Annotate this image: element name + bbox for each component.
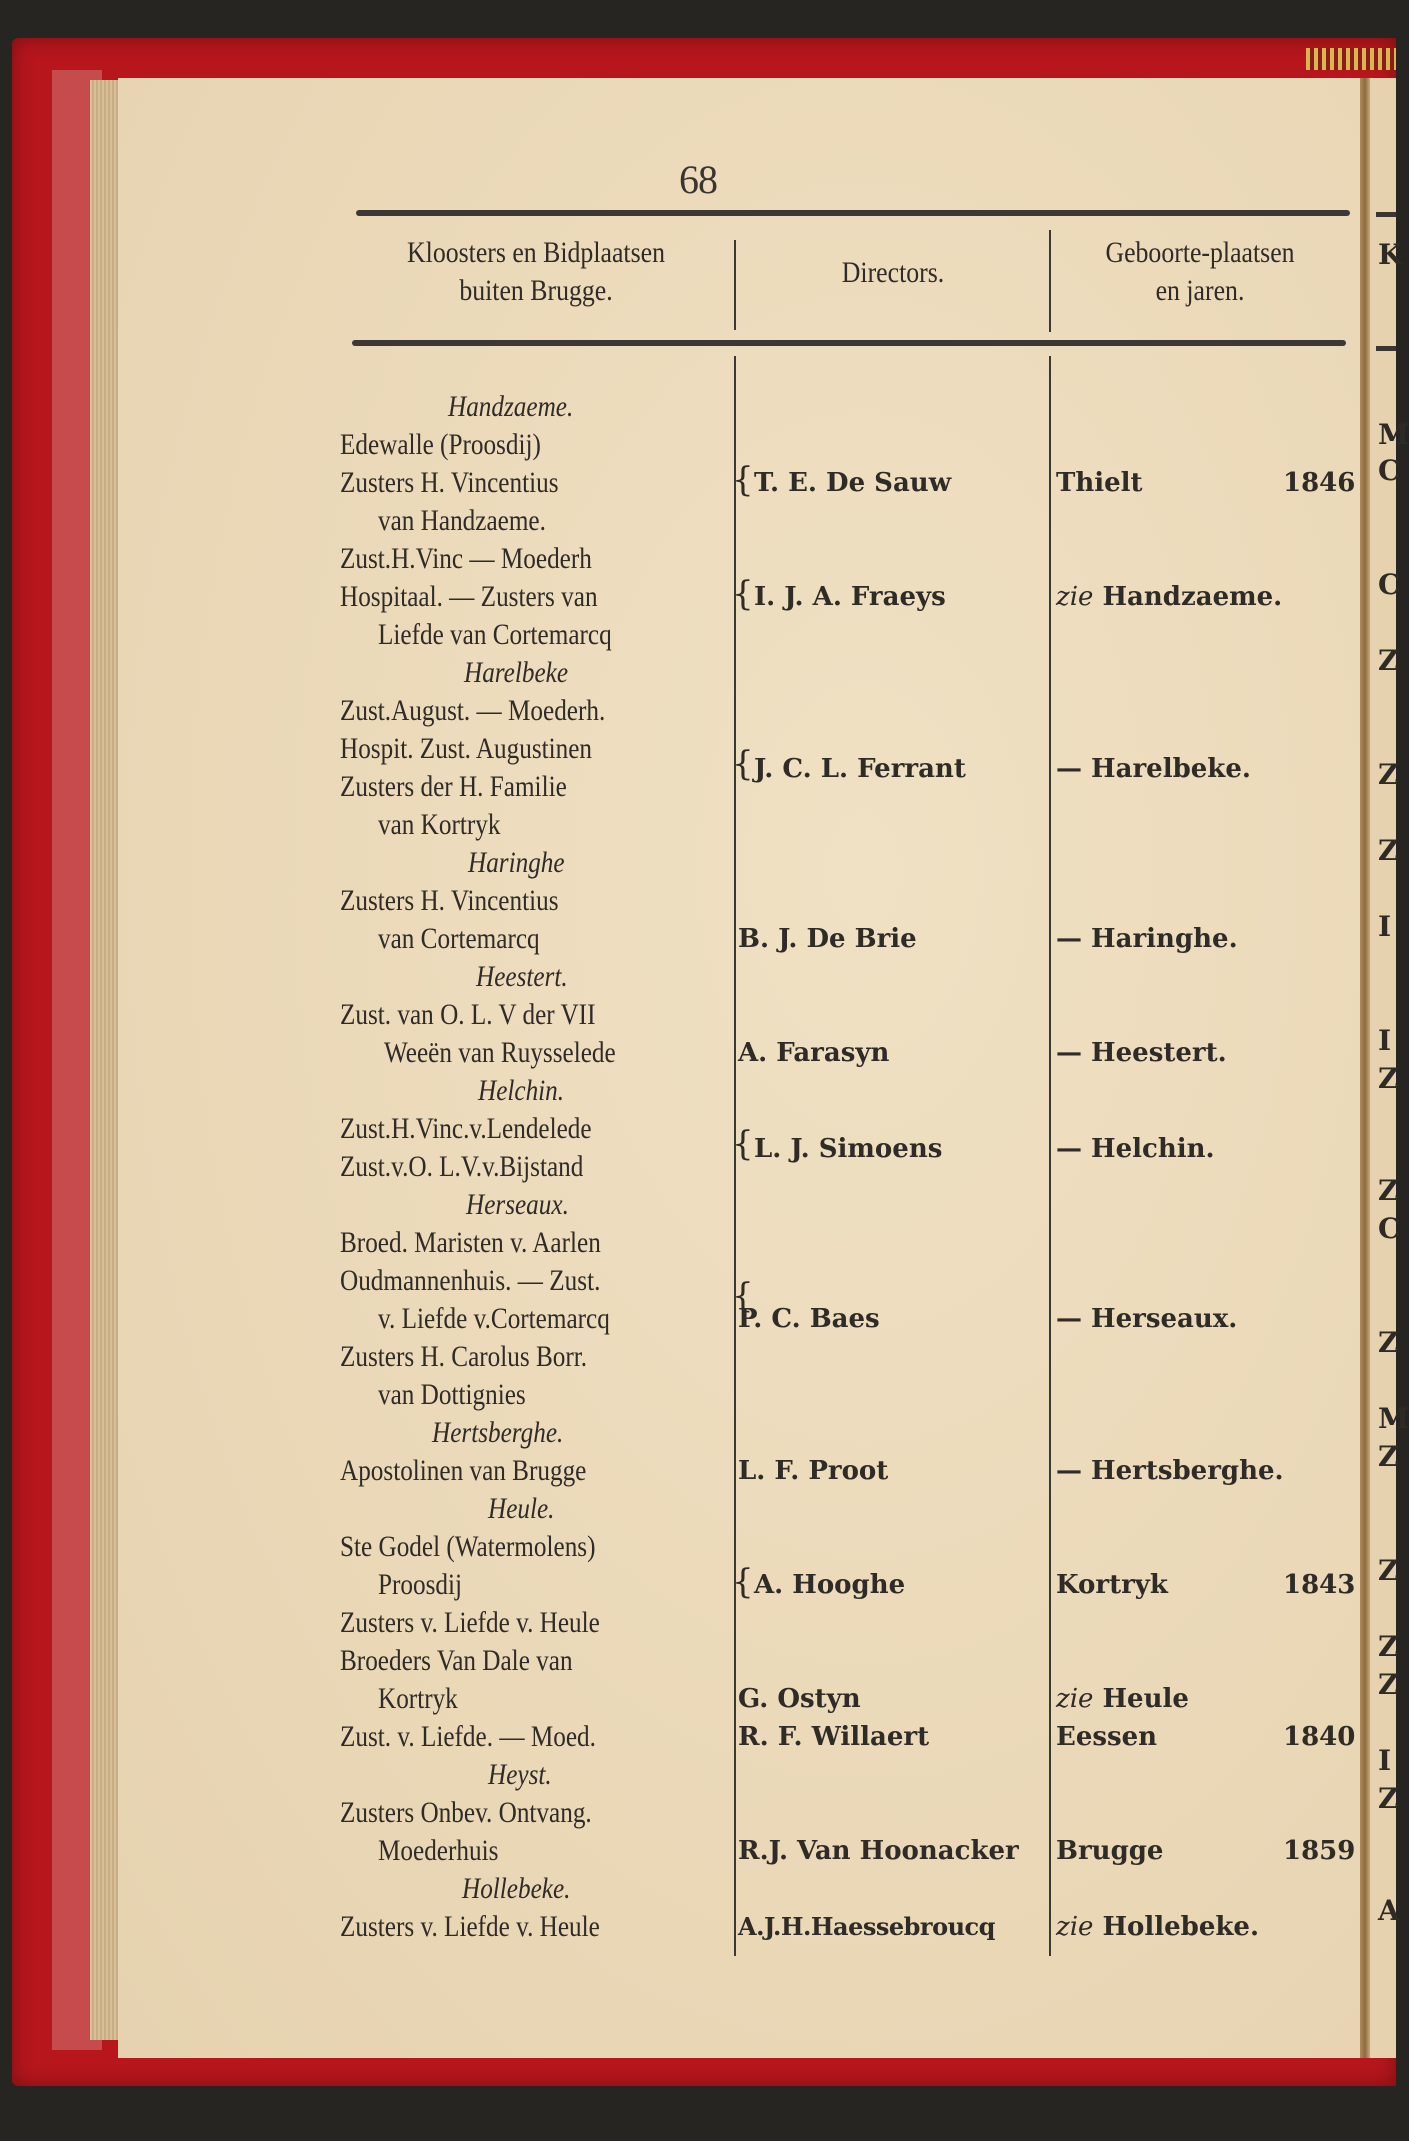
header-col3 [1071, 234, 1329, 310]
birthplace-ref [1056, 1680, 1189, 1718]
establishment-line: Zusters der H. Familie [340, 770, 567, 803]
section-heading: Haringhe [468, 846, 565, 879]
brace-symbol: { [732, 1276, 754, 1316]
birthplace: — Haringhe. [1056, 924, 1238, 954]
next-page-fragment: A [1378, 1894, 1400, 1927]
section-heading: Hollebeke. [462, 1872, 571, 1905]
see-reference: zie [1056, 1684, 1094, 1714]
birthplace: — Hertsberghe. [1056, 1456, 1284, 1486]
header-col1 [364, 234, 708, 310]
header-col3-line2: en jaren. [1155, 274, 1245, 307]
section-heading: Hertsberghe. [432, 1416, 564, 1449]
next-page-fragment: C [1378, 568, 1401, 601]
director-name: A. Hooghe [754, 1570, 906, 1600]
section-heading: Helchin. [478, 1074, 565, 1107]
birthplace: — Helchin. [1056, 1134, 1215, 1164]
director-name: A.J.H.Haessebroucq [738, 1912, 995, 1941]
birthplace: Handzaeme. [1102, 582, 1283, 612]
brace-symbol: { [732, 744, 754, 784]
establishment-line: Broeders Van Dale van [340, 1644, 573, 1677]
establishment-line: Zust. van O. L. V der VII [340, 998, 596, 1031]
establishment-line: Ste Godel (Watermolens) [340, 1530, 596, 1563]
next-page-fragment: Z [1378, 834, 1399, 867]
director-name: B. J. De Brie [738, 924, 917, 954]
next-page-fragment: Z [1378, 1174, 1399, 1207]
director-name: J. C. L. Ferrant [754, 754, 966, 784]
birth-year: 1840 [1283, 1722, 1356, 1752]
birthplace-ref [1056, 1908, 1259, 1946]
birthplace: Thielt [1056, 468, 1143, 498]
establishment-line: Apostolinen van Brugge [340, 1454, 587, 1487]
director-name: P. C. Baes [738, 1304, 880, 1334]
birth-year: 1846 [1283, 468, 1356, 498]
section-heading: Herseaux. [466, 1188, 569, 1221]
birthplace: Kortryk [1056, 1570, 1168, 1600]
see-reference: zie [1056, 582, 1094, 612]
next-page-fragment: Z [1378, 1440, 1399, 1473]
headband [1306, 48, 1396, 70]
header-col1-line2: buiten Brugge. [459, 274, 613, 307]
next-page-fragment: Z [1378, 1630, 1399, 1663]
brace-symbol: { [732, 574, 754, 614]
establishment-line: Hospitaal. — Zusters van [340, 580, 598, 613]
birthplace: — Harelbeke. [1056, 754, 1251, 784]
header-bottom-rule [352, 340, 1346, 346]
birthplace-ref [1056, 578, 1282, 616]
establishment-line: Zusters H. Carolus Borr. [340, 1340, 588, 1373]
establishment-line: Zusters H. Vincentius [340, 884, 559, 917]
brace-symbol: { [732, 1124, 754, 1164]
birthplace: Brugge [1056, 1836, 1164, 1866]
director-name: L. J. Simoens [754, 1134, 943, 1164]
establishment-line: Proosdij [378, 1568, 463, 1601]
birth-year: 1859 [1283, 1836, 1356, 1866]
establishment-line: Moederhuis [378, 1834, 499, 1867]
header-col2: Directors. [841, 256, 945, 289]
establishment-line: Zusters Onbev. Ontvang. [340, 1796, 592, 1829]
brace-symbol: { [732, 1562, 754, 1602]
establishment-line: van Kortryk [378, 808, 501, 841]
next-page-fragment: M [1378, 1402, 1409, 1435]
establishment-line: Hospit. Zust. Augustinen [340, 732, 593, 765]
director-name: A. Farasyn [738, 1038, 890, 1068]
establishment-line: van Cortemarcq [378, 922, 540, 955]
establishment-line: Liefde van Cortemarcq [378, 618, 612, 651]
establishment-line: Edewalle (Proosdij) [340, 428, 541, 461]
next-page-fragment: I [1378, 1744, 1392, 1777]
next-page-fragment: C [1378, 1212, 1401, 1245]
see-reference: zie [1056, 1912, 1094, 1942]
establishment-line: Oudmannenhuis. — Zust. [340, 1264, 601, 1297]
section-heading: Harelbeke [464, 656, 569, 689]
birthplace: — Herseaux. [1056, 1304, 1238, 1334]
director-name: T. E. De Sauw [754, 468, 952, 498]
establishment-line: Zust.H.Vinc.v.Lendelede [340, 1112, 592, 1145]
establishment-line: van Handzaeme. [378, 504, 546, 537]
header-col1-line1: Kloosters en Bidplaatsen [407, 236, 665, 269]
next-page-fragment: I [1378, 1024, 1392, 1057]
next-page-fragment: M [1378, 418, 1409, 451]
establishment-line: Zust. v. Liefde. — Moed. [340, 1720, 596, 1753]
birthplace: Heule [1102, 1684, 1189, 1714]
establishment-line: Zust.v.O. L.V.v.Bijstand [340, 1150, 584, 1183]
next-page-fragment: Z [1378, 1554, 1399, 1587]
header-divider-2 [1049, 230, 1051, 332]
director-name: I. J. A. Fraeys [754, 582, 946, 612]
next-page-fragment: Z [1378, 644, 1399, 677]
page-number: 68 [679, 157, 717, 202]
header-divider-1 [734, 240, 736, 330]
header-col3-line1: Geboorte-plaatsen [1105, 236, 1295, 269]
next-page-fragment: Z [1378, 1668, 1399, 1701]
next-page-rule [1376, 346, 1396, 351]
next-page-fragment: Z [1378, 1062, 1399, 1095]
header-top-rule [356, 210, 1350, 216]
establishment-line: Zusters v. Liefde v. Heule [340, 1910, 600, 1943]
brace-symbol: { [732, 460, 754, 500]
director-name: R.J. Van Hoonacker [738, 1836, 1019, 1866]
section-heading: Heule. [488, 1492, 555, 1525]
column-divider-2 [1049, 356, 1051, 1956]
establishment-line: v. Liefde v.Cortemarcq [378, 1302, 610, 1335]
director-name: G. Ostyn [738, 1684, 861, 1714]
section-heading: Heyst. [488, 1758, 552, 1791]
director-name: R. F. Willaert [738, 1722, 930, 1752]
section-heading: Handzaeme. [448, 390, 574, 423]
establishment-line: Zusters H. Vincentius [340, 466, 559, 499]
next-page-fragment: I [1378, 910, 1392, 943]
next-page-edge [1370, 78, 1409, 2058]
section-heading: Heestert. [476, 960, 568, 993]
next-page-fragment: Z [1378, 1326, 1399, 1359]
establishment-line: Kortryk [378, 1682, 458, 1715]
director-name: L. F. Proot [738, 1456, 889, 1486]
next-page-fragment: Z [1378, 758, 1399, 791]
next-page-rule [1376, 212, 1396, 217]
birthplace: Eessen [1056, 1722, 1158, 1752]
next-page-fragment: Z [1378, 1782, 1399, 1815]
birthplace: — Heestert. [1056, 1038, 1227, 1068]
book-gutter [1360, 78, 1370, 2058]
establishment-line: Broed. Maristen v. Aarlen [340, 1226, 601, 1259]
next-page-fragment: C [1378, 454, 1401, 487]
establishment-line: van Dottignies [378, 1378, 526, 1411]
establishment-line: Zust.August. — Moederh. [340, 694, 606, 727]
establishment-line: Zusters v. Liefde v. Heule [340, 1606, 600, 1639]
birth-year: 1843 [1283, 1570, 1356, 1600]
establishment-line: Zust.H.Vinc — Moederh [340, 542, 592, 575]
birthplace: Hollebeke. [1102, 1912, 1260, 1942]
establishment-line: Weeën van Ruysselede [384, 1036, 616, 1069]
next-page-fragment: K [1378, 238, 1403, 271]
